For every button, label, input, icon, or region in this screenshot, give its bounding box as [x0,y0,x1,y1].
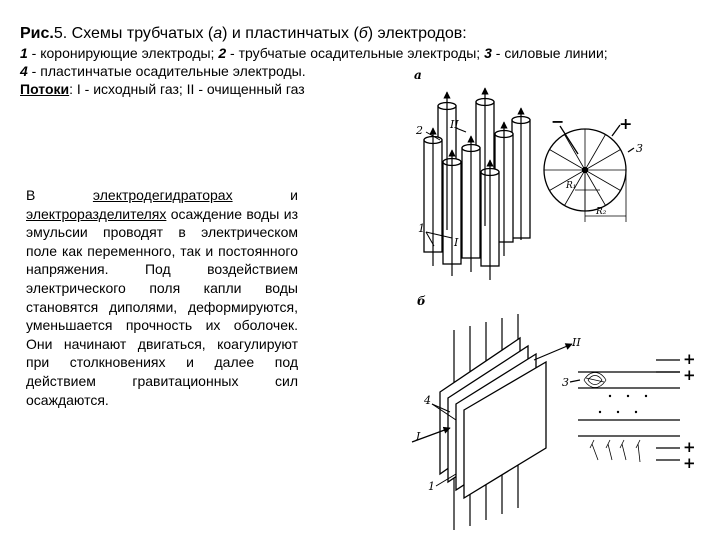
plus-sign-1: + [683,350,696,368]
minus-sign: − [551,112,565,131]
figure-label-a: а [414,68,422,82]
label-1-bottom: 1 [428,480,435,493]
legend-num-3: 3 [484,45,492,61]
legend-text-3: - силовые линии; [491,45,608,61]
caption-letter-a: а [213,25,223,42]
legend-num-2: 2 [218,45,227,61]
legend-text-4: - пластинчатые осадительные электроды. [27,63,306,79]
label-1: 1 [418,222,425,235]
plus-sign-3: + [683,438,696,456]
plus-sign-2: + [683,366,696,384]
label-4: 4 [424,394,431,407]
caption-letter-b: б [358,25,368,42]
label-2: 2 [416,124,423,137]
body-word-v: В [26,187,36,203]
caption-text-b: ) и пластинчатых ( [222,25,359,42]
legend-text-1: - коронирующие электроды; [27,45,219,61]
plate-cross-section [570,360,680,462]
label-I-bottom: I [416,430,421,443]
legend-num-1: 1 [20,45,28,61]
label-II-top: II [450,118,459,131]
label-3: 3 [636,142,643,155]
body-text-rest: осаждение воды из эмульсии проводят в электрическом поле как переменного, так и постоянного напряжения. Под воздействием электрического поля капли воды становятся диполями, деформируются, уменьшается прочность их оболочек. Они начинают двигаться, коагулируют при столкновениях и далее под действием гравитационных сил осаждаются. [26,205,298,408]
flows-label: Потоки [20,81,70,97]
caption-fig-number: 5 [53,25,63,42]
body-word-and: и [283,187,298,203]
flows-text: : I - исходный газ; II - очищенный газ [69,81,305,97]
label-R2: R₂ [596,207,607,217]
caption-fig-word: Рис. [20,25,54,42]
legend-text-2: - трубчатые осадительные электроды; [226,45,485,61]
tubular-electrodes [424,99,530,267]
label-I-top: I [454,236,459,249]
charge-dots [599,395,647,413]
tube-cross-section [544,125,634,222]
term-dehydrators: электродегидраторах [92,187,233,203]
label-R1: R₁ [566,181,577,191]
caption-text-c: ) электродов: [367,25,467,42]
plus-sign-4: + [683,454,696,472]
caption-text-a: . Схемы трубчатых ( [62,25,214,42]
plus-sign: + [619,114,633,133]
term-separators: электроразделителях [26,205,167,222]
figure-label-b: б [417,294,426,308]
label-II-bottom: II [572,336,581,349]
label-3-bottom: 3 [562,376,569,389]
legend-num-4: 4 [20,63,28,79]
